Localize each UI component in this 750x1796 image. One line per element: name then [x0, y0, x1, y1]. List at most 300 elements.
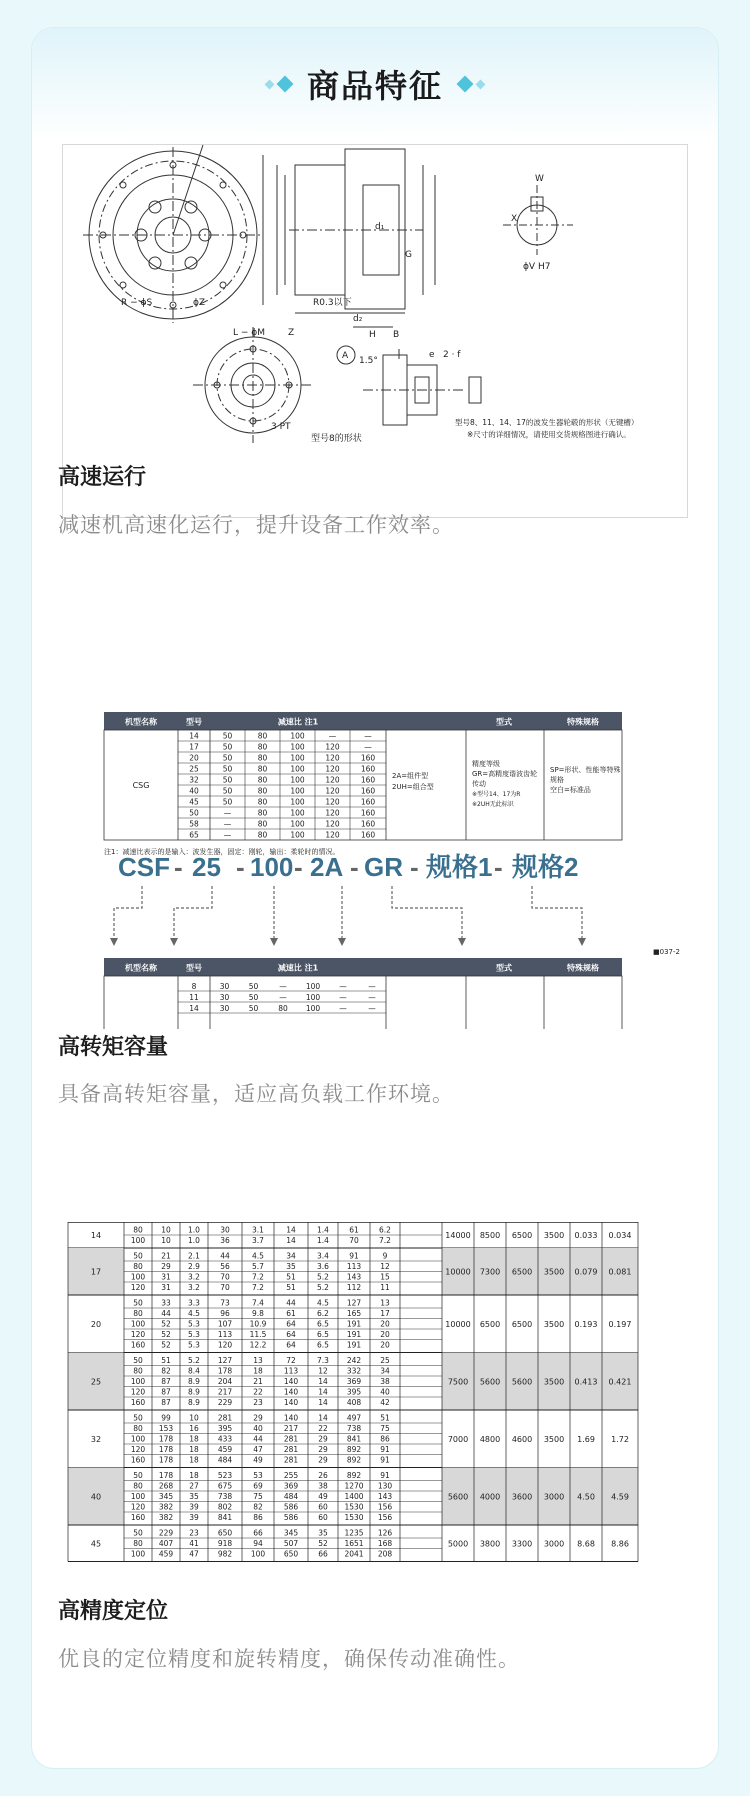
table-cell: 120 [130, 1502, 146, 1512]
table-cell: 281 [283, 1445, 299, 1454]
code-separator: - [174, 852, 183, 882]
table2-cell: 30 [219, 982, 230, 991]
table-cell: 281 [283, 1455, 299, 1465]
table-cell: — [223, 808, 232, 818]
table-cell: 100 [130, 1319, 146, 1329]
table2-cell: 11 [189, 993, 199, 1002]
table-cell: 918 [217, 1539, 233, 1548]
table2-cell: — [339, 993, 347, 1002]
table-cell: 100 [290, 764, 305, 774]
table-cell: 738 [217, 1492, 233, 1501]
code-arrowhead [110, 938, 118, 946]
table2-cell: 80 [278, 1004, 288, 1013]
table-cell: 7.3 [317, 1356, 329, 1365]
table-cell: 7.2 [379, 1236, 391, 1245]
size-cell: 20 [90, 1319, 102, 1329]
table-cell: 484 [217, 1455, 233, 1465]
table-cell: 1.0 [188, 1225, 200, 1235]
table-cell: 51 [286, 1272, 296, 1282]
extra-cell: 3800 [479, 1539, 501, 1549]
table-cell: 72 [286, 1356, 296, 1365]
table-cell: 96 [220, 1309, 230, 1318]
table-cell: 21 [253, 1377, 263, 1386]
table-cell: 34 [286, 1251, 296, 1261]
table-cell: 345 [283, 1528, 299, 1538]
table-cell: 3.2 [188, 1272, 200, 1282]
table-cell: 50 [133, 1471, 143, 1480]
table-cell: 523 [217, 1471, 233, 1480]
extra-cell: 6500 [511, 1231, 533, 1240]
table-cell: 50 [222, 775, 233, 785]
table-cell: 1.4 [317, 1225, 329, 1235]
label-l-phi-m: L − ϕM [233, 328, 265, 338]
feature-desc-3: 优良的定位精度和旋转精度，确保传动准确性。 [58, 1647, 520, 1671]
table-cell: 10 [189, 1413, 199, 1423]
label-angle: 1.5° [359, 356, 378, 366]
code-separator: - [236, 852, 245, 882]
title-decoration-left [266, 78, 291, 90]
table-cell: 382 [158, 1513, 174, 1522]
table-cell: 5.2 [317, 1283, 329, 1292]
table-cell: 160 [360, 797, 376, 807]
extra-cell: 0.033 [574, 1231, 598, 1240]
title-decoration-right [459, 78, 484, 90]
table-cell: 75 [253, 1492, 263, 1501]
table-cell: 86 [380, 1434, 390, 1444]
table-cell: 38 [380, 1377, 390, 1386]
extra-cell: 7000 [447, 1434, 469, 1444]
code-separator: - [350, 852, 359, 882]
table-cell: 80 [257, 797, 268, 807]
table-cell: 91 [349, 1251, 359, 1261]
table-cell: 58 [189, 819, 199, 829]
table-cell: 18 [189, 1434, 199, 1444]
table-cell: 6.2 [379, 1225, 391, 1235]
table-cell: 120 [130, 1330, 146, 1339]
code-part: 规格1 [426, 852, 493, 882]
table-cell: 50 [222, 742, 233, 752]
table-cell: 23 [253, 1398, 263, 1407]
extra-cell: 8.86 [611, 1539, 629, 1549]
code-arrow [114, 886, 142, 942]
table-cell: 1530 [344, 1502, 364, 1512]
extra-cell: 3500 [543, 1434, 565, 1444]
table-cell: 91 [380, 1445, 390, 1454]
table-cell: 53 [253, 1471, 263, 1480]
extra-cell: 5000 [447, 1539, 469, 1549]
table-cell: 14 [318, 1377, 328, 1386]
table-cell: 281 [283, 1434, 299, 1444]
label-b: B [393, 330, 400, 340]
table-cell: 408 [346, 1398, 362, 1407]
size-cell: 45 [90, 1539, 102, 1549]
table-cell: 80 [257, 786, 268, 796]
table-cell: 1.4 [317, 1236, 329, 1245]
table-cell: 1270 [344, 1481, 364, 1491]
note-types: 型号8、11、14、17的波发生器轮毂的形状（无键槽） [455, 418, 639, 427]
extra-cell: 4800 [479, 1434, 501, 1444]
table-cell: 738 [346, 1424, 362, 1433]
table-cell: 29 [161, 1262, 171, 1271]
label-f: 2 · f [443, 350, 461, 360]
table-cell: 50 [222, 764, 233, 774]
table-cell: 5.2 [188, 1356, 200, 1365]
table-cell: 50 [133, 1528, 143, 1538]
table2-cell: — [279, 982, 287, 991]
size-cell: 25 [90, 1377, 102, 1387]
table-cell: 40 [380, 1387, 390, 1397]
extra-cell: 10000 [445, 1319, 471, 1329]
extra-cell: 1.69 [577, 1434, 595, 1444]
extra-cell: 1.72 [611, 1434, 629, 1444]
extra-cell: 4.59 [611, 1492, 629, 1502]
table-cell: 3.4 [317, 1251, 329, 1261]
table-cell: 8.9 [188, 1387, 200, 1397]
table-cell: 332 [346, 1366, 362, 1376]
extra-cell: 0.034 [608, 1231, 632, 1240]
table-cell: 160 [130, 1340, 146, 1350]
extra-cell: 0.421 [608, 1377, 632, 1387]
table-cell: 120 [325, 819, 340, 829]
table-cell: 66 [253, 1528, 263, 1538]
extra-cell: 4.50 [577, 1492, 595, 1502]
code-separator: - [294, 852, 303, 882]
table-cell: 60 [318, 1513, 328, 1522]
table-cell: 10.9 [249, 1319, 267, 1329]
table-cell: 395 [346, 1387, 362, 1397]
table-cell: 982 [217, 1549, 233, 1559]
table-cell: 156 [377, 1502, 393, 1512]
table-cell: 140 [283, 1387, 299, 1397]
table2-cell: 14 [189, 1004, 199, 1013]
table-cell: 165 [346, 1309, 362, 1318]
table2-cell: — [368, 993, 376, 1002]
table-cell: 35 [286, 1262, 296, 1271]
table-cell: 6.5 [317, 1340, 329, 1350]
table-cell: 345 [158, 1492, 174, 1501]
extra-cell: 7500 [447, 1377, 469, 1387]
label-d2: d₂ [353, 314, 363, 324]
table-cell: 459 [158, 1549, 174, 1559]
label-r-phi-s: R − ϕS [121, 298, 153, 308]
table-cell: 27 [189, 1481, 199, 1491]
extra-cell: 3000 [543, 1539, 565, 1549]
table-cell: 3.7 [252, 1236, 264, 1245]
grade-col-text: ※2UH无此标识 [472, 801, 514, 808]
table-cell: 50 [133, 1298, 143, 1308]
table-cell: 841 [217, 1513, 233, 1522]
table-cell: 23 [189, 1528, 199, 1538]
table2-cell: 8 [191, 982, 197, 991]
table-cell: 100 [130, 1434, 146, 1444]
table-cell: 14 [318, 1413, 328, 1423]
table-cell: 892 [346, 1455, 362, 1465]
code-separator: - [494, 852, 503, 882]
table-cell: 160 [360, 819, 376, 829]
table-cell: 51 [380, 1413, 390, 1423]
label-3pt: 3 PT [271, 422, 291, 432]
table-cell: 120 [217, 1340, 233, 1350]
feature-title-3: 高精度定位 [58, 1599, 169, 1624]
model-name-cell: CSG [132, 781, 150, 790]
table-cell: 156 [377, 1513, 393, 1522]
table-cell: 80 [133, 1481, 143, 1491]
table-cell: 650 [217, 1528, 233, 1538]
special-col-text: 规格 [550, 776, 564, 784]
table-cell: 61 [286, 1309, 296, 1318]
table-cell: 160 [360, 764, 376, 774]
table-cell: 41 [189, 1539, 199, 1548]
extra-cell: 0.079 [574, 1267, 598, 1277]
technical-drawing [62, 144, 688, 518]
table-cell: 100 [290, 731, 305, 741]
label-phi-z: ϕZ [193, 298, 206, 308]
table-cell: 49 [318, 1492, 328, 1501]
table-cell: 191 [346, 1319, 362, 1329]
table-cell: 217 [217, 1387, 233, 1397]
table-cell: 178 [158, 1434, 174, 1444]
table-cell: 50 [133, 1356, 143, 1365]
extra-cell: 8500 [479, 1231, 501, 1240]
table-cell: 29 [318, 1434, 328, 1444]
extra-cell: 3000 [543, 1492, 565, 1502]
table-cell: 217 [283, 1424, 299, 1433]
table-cell: 892 [346, 1471, 362, 1480]
table-cell: 433 [217, 1434, 233, 1444]
feature-desc-1: 减速机高速化运行，提升设备工作效率。 [58, 513, 454, 537]
table-cell: 14 [286, 1225, 296, 1235]
table-cell: 33 [161, 1298, 171, 1308]
table-cell: 34 [380, 1366, 390, 1376]
table2-cell: — [368, 1004, 376, 1013]
table-cell: 586 [283, 1502, 299, 1512]
code-separator: - [410, 852, 419, 882]
table-cell: 56 [220, 1262, 230, 1271]
code-arrowhead [170, 938, 178, 946]
table-cell: 50 [222, 753, 233, 763]
table2-cell: 30 [219, 1004, 230, 1013]
table2-header-cell: 机型名称 [125, 963, 157, 973]
table-cell: 6.5 [317, 1319, 329, 1329]
table-cell: 120 [325, 786, 340, 796]
extra-cell: 0.413 [574, 1377, 598, 1387]
grade-col-text: GR=高精度谐波齿轮 [472, 770, 538, 778]
table-cell: 60 [318, 1502, 328, 1512]
table-cell: 3.1 [252, 1225, 264, 1235]
table-cell: — [364, 731, 372, 741]
table-cell: 178 [158, 1455, 174, 1465]
table-cell: 82 [161, 1366, 171, 1376]
table-cell: 208 [377, 1549, 393, 1559]
grade-col-text: 传动 [472, 780, 486, 788]
table-header-bg [104, 712, 622, 730]
table-cell: 120 [325, 764, 340, 774]
table-cell: 17 [380, 1309, 390, 1318]
table-cell: 140 [283, 1377, 299, 1386]
table2-cell: 50 [248, 1004, 259, 1013]
table-cell: 255 [283, 1471, 299, 1480]
table-note: 注1：减速比表示的是输入：波发生器，固定：刚轮，输出：柔轮时的情况。 [104, 848, 340, 856]
table-cell: 39 [189, 1513, 199, 1522]
table-cell: 242 [346, 1356, 362, 1365]
table-cell: 39 [189, 1502, 199, 1512]
table-cell: 44 [220, 1251, 230, 1261]
table-cell: 9.8 [252, 1309, 264, 1318]
table-cell: 80 [133, 1424, 143, 1433]
torque-table [62, 1222, 688, 1578]
table-cell: 70 [349, 1236, 359, 1245]
table-cell: 5.3 [188, 1330, 200, 1339]
table-cell: 4.5 [188, 1309, 200, 1318]
table-cell: 40 [253, 1424, 263, 1433]
table-cell: 65 [189, 830, 199, 840]
table-cell: 18 [189, 1455, 199, 1465]
table-cell: 64 [286, 1340, 296, 1350]
table2-cell: — [339, 982, 347, 991]
table-cell: 14 [189, 731, 199, 741]
page-title: 商品特征 [306, 67, 443, 105]
table-cell: 32 [189, 775, 199, 785]
table-cell: 126 [377, 1528, 393, 1538]
table-cell: 36 [220, 1236, 230, 1245]
table-cell: 86 [253, 1513, 263, 1522]
table-cell: 69 [253, 1481, 263, 1491]
table-cell: — [364, 742, 372, 752]
table-cell: 35 [189, 1492, 199, 1501]
extra-cell: 6500 [479, 1319, 501, 1329]
table-cell: 650 [283, 1549, 299, 1559]
table-cell: 22 [253, 1387, 263, 1397]
code-part: CSF [118, 852, 170, 882]
label-g: G [405, 250, 412, 260]
extra-cell: 8.68 [577, 1539, 595, 1549]
table-cell: 178 [158, 1445, 174, 1454]
extra-cell: 5600 [447, 1492, 469, 1502]
table-cell: 49 [253, 1455, 263, 1465]
table-cell: 25 [189, 764, 199, 774]
table-cell: 3.2 [188, 1283, 200, 1292]
extra-cell: 6500 [511, 1267, 533, 1277]
label-detail-a: A [342, 351, 349, 361]
table-cell: 2.9 [188, 1262, 200, 1271]
table-cell: 229 [158, 1528, 174, 1538]
table-cell: 268 [158, 1481, 174, 1491]
table-cell: 14 [318, 1387, 328, 1397]
table-cell: 80 [257, 764, 268, 774]
type-col-text: 2UH=组合型 [392, 783, 434, 791]
table-cell: 50 [189, 808, 199, 818]
table-cell: 140 [283, 1413, 299, 1423]
table-cell: 13 [380, 1298, 390, 1308]
table-cell: 382 [158, 1502, 174, 1512]
table-cell: 107 [217, 1319, 233, 1329]
table-cell: 80 [133, 1309, 143, 1318]
table-cell: 507 [283, 1539, 299, 1548]
model-code-table [62, 676, 688, 1029]
extra-cell: 3300 [511, 1539, 533, 1549]
table-cell: 20 [380, 1340, 390, 1350]
table-cell: 9 [382, 1251, 388, 1261]
table-cell: 52 [161, 1330, 171, 1339]
table-cell: 51 [161, 1356, 171, 1365]
extra-cell: 0.193 [574, 1319, 598, 1329]
feature-title-2: 高转矩容量 [58, 1035, 169, 1060]
table-cell: 35 [318, 1528, 328, 1538]
table-cell: 47 [253, 1445, 263, 1454]
table-cell: 29 [318, 1445, 328, 1454]
table-cell: 100 [130, 1236, 146, 1245]
table-cell: 6.5 [317, 1330, 329, 1339]
table-cell: 80 [257, 753, 268, 763]
table-cell: 6.2 [317, 1309, 329, 1318]
special-col-text: SP=形状、性能等特殊 [550, 766, 621, 774]
table-cell: 50 [222, 786, 233, 796]
table-cell: 12 [318, 1366, 328, 1376]
table-cell: 18 [253, 1366, 263, 1376]
table-cell: 143 [377, 1492, 393, 1501]
table-cell: 87 [161, 1398, 171, 1407]
table-cell: 51 [286, 1283, 296, 1292]
extra-cell: 5600 [511, 1377, 533, 1387]
table-cell: — [223, 830, 232, 840]
table-cell: 50 [222, 731, 233, 741]
table2-cell: — [368, 982, 376, 991]
table-cell: 31 [161, 1283, 171, 1292]
table-cell: 42 [380, 1398, 390, 1407]
table-cell: 127 [346, 1298, 362, 1308]
table-cell: 160 [360, 830, 376, 840]
table-cell: 61 [349, 1225, 359, 1235]
size-cell: 32 [90, 1434, 102, 1444]
table-cell: 100 [290, 775, 305, 785]
table-cell: 1530 [344, 1513, 364, 1522]
table-cell: 21 [161, 1251, 171, 1261]
extra-cell: 3500 [543, 1231, 565, 1240]
product-features-card [32, 28, 718, 1768]
table2-cell: 50 [248, 982, 259, 991]
table-cell: 94 [253, 1539, 263, 1548]
table-cell: 80 [133, 1366, 143, 1376]
table-cell: 191 [346, 1330, 362, 1339]
code-part: 2A [310, 852, 344, 882]
code-arrow [532, 886, 582, 942]
table-cell: 45 [189, 797, 199, 807]
note-size: ※尺寸的详细情况，请使用交货规格图进行确认。 [467, 430, 631, 439]
extra-cell: 4600 [511, 1434, 533, 1444]
table-header-cell: 型式 [496, 717, 512, 727]
extra-cell: 5600 [479, 1377, 501, 1387]
table-cell: 14 [318, 1398, 328, 1407]
table-cell: 75 [380, 1424, 390, 1433]
label-h: H [369, 330, 376, 340]
extra-cell: 7300 [479, 1267, 501, 1277]
code-part: GR [364, 852, 403, 882]
table-cell: 100 [290, 753, 305, 763]
table-cell: 66 [318, 1549, 328, 1559]
table-cell: 586 [283, 1513, 299, 1522]
table-cell: 17 [189, 742, 199, 752]
diamond-icon [265, 79, 275, 89]
table-cell: 80 [133, 1539, 143, 1548]
table-cell: 99 [161, 1413, 171, 1423]
table-cell: 11 [380, 1283, 390, 1292]
table-cell: 100 [290, 830, 305, 840]
table-cell: 497 [346, 1413, 362, 1423]
table-cell: 44 [253, 1434, 263, 1444]
table2-cell: — [339, 1004, 347, 1013]
table-cell: 47 [189, 1549, 199, 1559]
table-cell: 892 [346, 1445, 362, 1454]
